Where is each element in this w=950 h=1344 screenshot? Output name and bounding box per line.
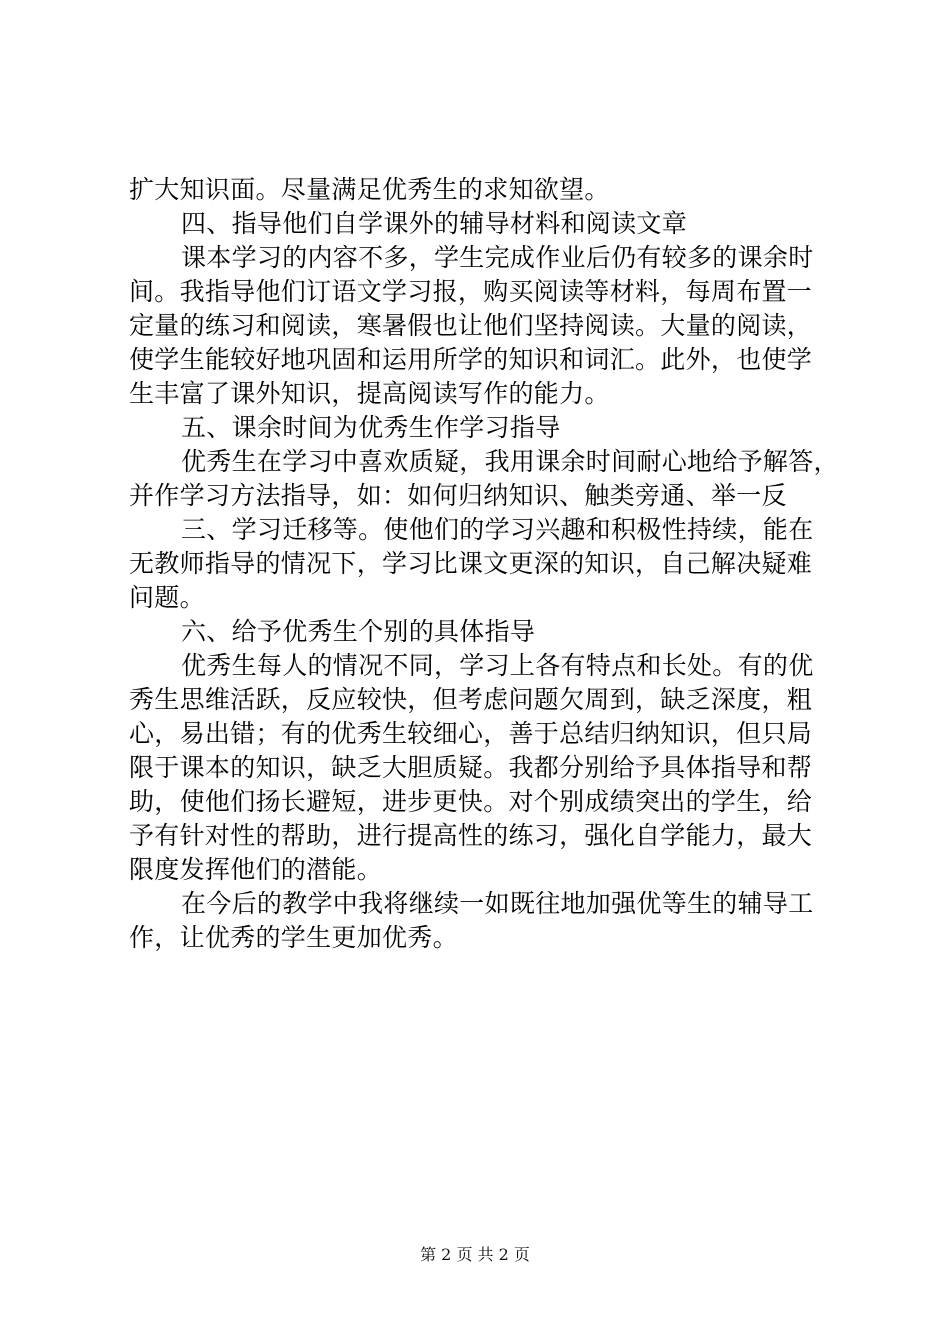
text-line: 作，让优秀的学生更加优秀。 <box>129 923 458 952</box>
section-heading: 五、课余时间为优秀生作学习指导 <box>181 413 561 442</box>
text-line: 限于课本的知识，缺乏大胆质疑。我都分别给予具体指导和帮 <box>129 753 813 782</box>
text-line: 定量的练习和阅读，寒暑假也让他们坚持阅读。大量的阅读， <box>129 311 813 340</box>
text-line: 秀生思维活跃，反应较快，但考虑问题欠周到，缺乏深度，粗 <box>129 685 813 714</box>
text-line: 扩大知识面。尽量满足优秀生的求知欲望。 <box>129 175 610 204</box>
text-line: 助，使他们扬长避短，进步更快。对个别成绩突出的学生，给 <box>129 787 813 816</box>
text-line: 优秀生每人的情况不同，学习上各有特点和长处。有的优 <box>181 651 814 680</box>
text-line: 在今后的教学中我将继续一如既往地加强优等生的辅导工 <box>181 889 814 918</box>
section-heading: 四、指导他们自学课外的辅导材料和阅读文章 <box>181 209 688 238</box>
text-line: 并作学习方法指导，如：如何归纳知识、触类旁通、举一反 <box>129 481 787 510</box>
text-line: 三、学习迁移等。使他们的学习兴趣和积极性持续，能在 <box>181 515 814 544</box>
page-number: 第 2 页 共 2 页 <box>420 1245 530 1264</box>
text-line: 课本学习的内容不多，学生完成作业后仍有较多的课余时 <box>181 243 814 272</box>
text-line: 心，易出错；有的优秀生较细心，善于总结归纳知识，但只局 <box>129 719 813 748</box>
section-heading: 六、给予优秀生个别的具体指导 <box>181 617 536 646</box>
text-line: 无教师指导的情况下，学习比课文更深的知识，自己解决疑难 <box>129 549 813 578</box>
text-line: 问题。 <box>129 583 205 612</box>
text-line: 使学生能较好地巩固和运用所学的知识和词汇。此外，也使学 <box>129 345 813 374</box>
text-line: 优秀生在学习中喜欢质疑，我用课余时间耐心地给予解答， <box>181 447 839 476</box>
text-line: 限度发挥他们的潜能。 <box>129 855 383 884</box>
text-line: 生丰富了课外知识，提高阅读写作的能力。 <box>129 379 610 408</box>
text-line: 予有针对性的帮助，进行提高性的练习，强化自学能力，最大 <box>129 821 813 850</box>
text-line: 间。我指导他们订语文学习报，购买阅读等材料，每周布置一 <box>129 277 813 306</box>
